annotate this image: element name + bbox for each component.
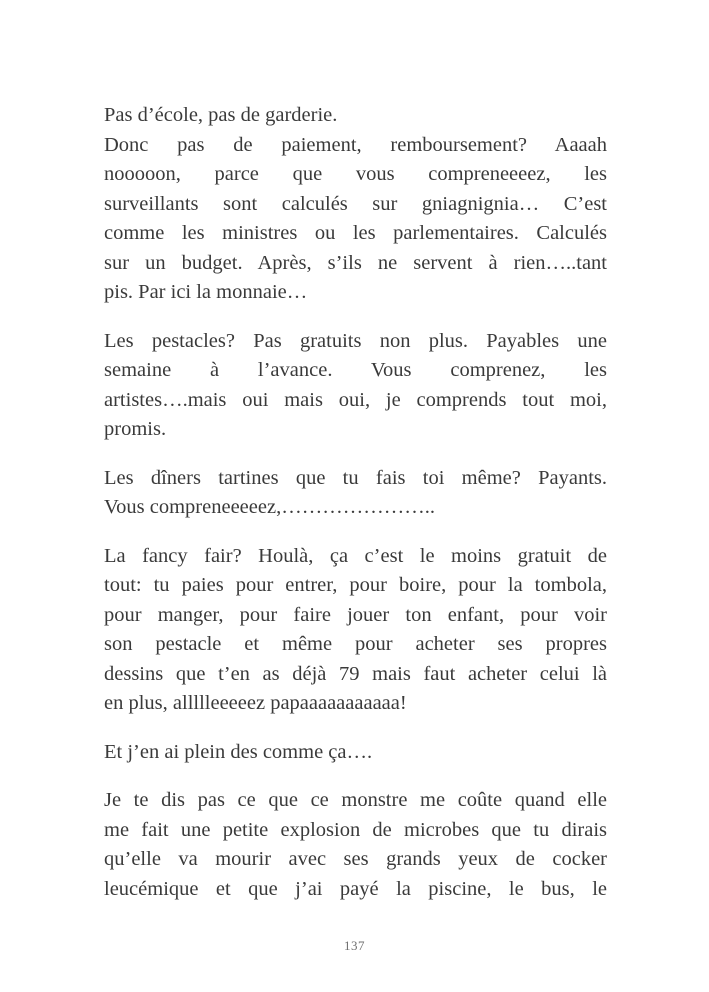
text-line: pour manger, pour faire jouer ton enfant, pour voir bbox=[104, 603, 607, 626]
text-line: Vous compreneeeeez,………………….. bbox=[104, 496, 435, 518]
text-line: pis. Par ici la monnaie… bbox=[104, 281, 308, 303]
text-line: dessins que t’en as déjà 79 mais faut acheter celui là bbox=[104, 662, 607, 685]
text-line: en plus, allllleeeeez papaaaaaaaaaaa! bbox=[104, 692, 407, 714]
text-line: semaine à l’avance. Vous comprenez, les bbox=[104, 359, 607, 381]
paragraph bbox=[104, 464, 607, 523]
text-line: Donc pas de paiement, remboursement? Aaaah bbox=[104, 133, 607, 156]
text-line: son pestacle et même pour acheter ses propres bbox=[104, 633, 607, 655]
text-line: nooooon, parce que vous compreneeeez, les bbox=[104, 163, 607, 185]
page-number: 137 bbox=[344, 938, 365, 953]
paragraph bbox=[104, 786, 607, 904]
text-line: me fait une petite explosion de microbes que tu dirais bbox=[104, 818, 607, 841]
paragraph bbox=[104, 327, 607, 445]
page-text bbox=[104, 101, 607, 904]
text-line: tout: tu paies pour entrer, pour boire, pour la tombola, bbox=[104, 574, 607, 596]
text-line: Je te dis pas ce que ce monstre me coûte quand elle bbox=[104, 789, 607, 811]
text-line: Pas d’école, pas de garderie. bbox=[104, 104, 338, 126]
text-line: leucémique et que j’ai payé la piscine, le bus, le bbox=[104, 877, 607, 900]
text-line: Et j’en ai plein des comme ça…. bbox=[104, 740, 373, 763]
text-line: qu’elle va mourir avec ses grands yeux de cocker bbox=[104, 848, 607, 870]
text-line: promis. bbox=[104, 418, 167, 440]
paragraph bbox=[104, 738, 607, 768]
text-line: La fancy fair? Houlà, ça c’est le moins gratuit de bbox=[104, 544, 607, 567]
text-line: Les pestacles? Pas gratuits non plus. Payables une bbox=[104, 329, 607, 352]
text-line: surveillants sont calculés sur gniagnignia… C’est bbox=[104, 192, 607, 215]
text-line: sur un budget. Après, s’ils ne servent à rien…..tant bbox=[104, 251, 607, 274]
paragraph bbox=[104, 101, 607, 308]
text-line: artistes….mais oui mais oui, je comprends tout moi, bbox=[104, 388, 607, 411]
paragraph bbox=[104, 542, 607, 719]
text-line: Les dîners tartines que tu fais toi même? Payants. bbox=[104, 466, 607, 489]
text-line: comme les ministres ou les parlementaires. Calculés bbox=[104, 222, 607, 244]
